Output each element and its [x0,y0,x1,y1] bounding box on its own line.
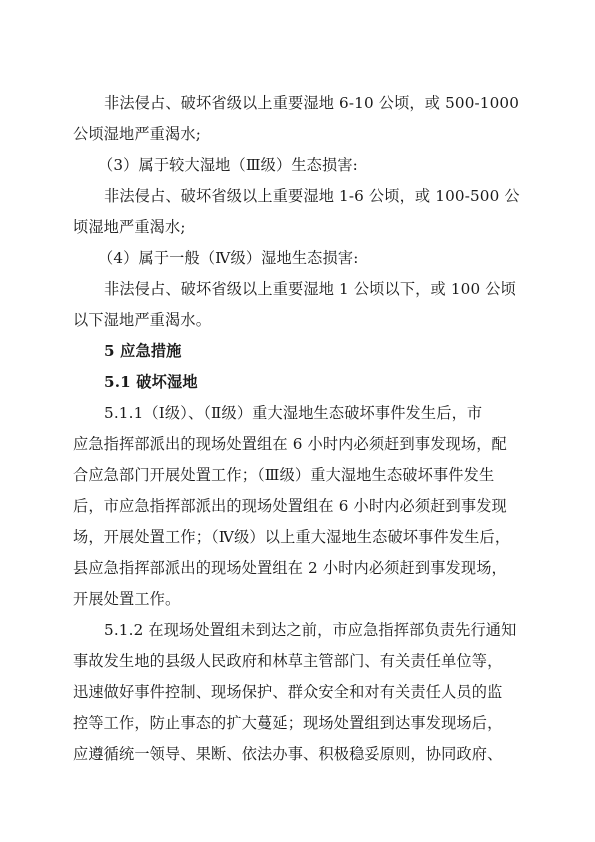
text-line: 非法侵占、破坏省级以上重要湿地 1-6 公顷，或 100-500 公 [104,187,520,205]
text-line: 非法侵占、破坏省级以上重要湿地 1 公顷以下，或 100 公顷 [104,280,516,298]
subsection-heading: 5.1 破坏湿地 [104,373,198,391]
text-line: 5.1.1（Ⅰ级）、（Ⅱ级）重大湿地生态破坏事件发生后，市 [104,404,483,422]
section-subheading: （4）属于一般（Ⅳ级）湿地生态损害: [98,249,359,267]
section-subheading: （3）属于较大湿地（Ⅲ级）生态损害: [98,156,358,174]
text-line: 后，市应急指挥部派出的现场处置组在 6 小时内必须赶到事发现 [73,497,507,515]
section-heading: 5 应急措施 [104,342,182,360]
text-line: 开展处置工作。 [73,590,181,608]
text-line: 应急指挥部派出的现场处置组在 6 小时内必须赶到事发现场，配 [73,435,507,453]
text-line: 非法侵占、破坏省级以上重要湿地 6-10 公顷，或 500-1000 [104,94,520,112]
text-line: 5.1.2 在现场处置组未到达之前，市应急指挥部负责先行通知 [104,621,517,639]
text-line: 县应急指挥部派出的现场处置组在 2 小时内必须赶到事发现场， [73,559,507,577]
text-line: 合应急部门开展处置工作；（Ⅲ级）重大湿地生态破坏事件发生 [73,466,495,484]
text-line: 公顷湿地严重渴水; [73,125,201,143]
text-line: 应遵循统一领导、果断、依法办事、积极稳妥原则，协同政府、 [73,745,503,763]
text-line: 事故发生地的县级人民政府和林草主管部门、有关责任单位等， [73,652,503,670]
text-line: 以下湿地严重渴水。 [73,311,212,329]
text-line: 场，开展处置工作；（Ⅳ级）以上重大湿地生态破坏事件发生后， [73,528,511,546]
text-line: 迅速做好事件控制、现场保护、群众安全和对有关责任人员的监 [73,683,503,701]
text-line: 控等工作，防止事态的扩大蔓延；现场处置组到达事发现场后， [73,714,503,732]
text-line: 顷湿地严重渴水; [73,218,186,236]
